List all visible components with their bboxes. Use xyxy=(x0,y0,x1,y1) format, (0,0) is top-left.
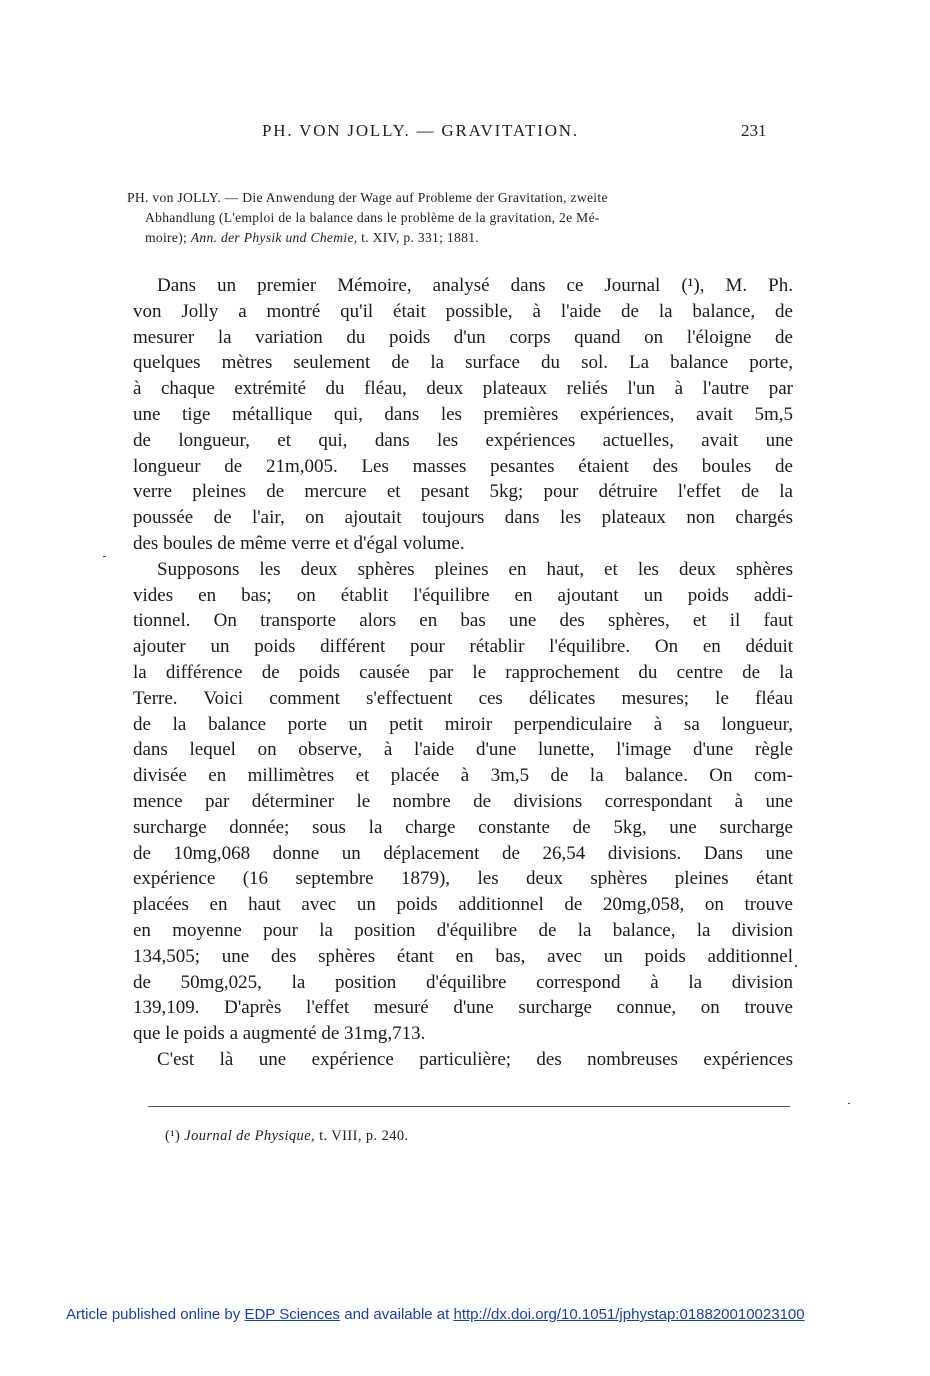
text-line: la différence de poids causée par le rapprochement du centre de la xyxy=(133,661,793,683)
text-line: verre pleines de mercure et pesant 5kg; pour détruire l'effet de la xyxy=(133,481,793,503)
journal-name: Ann. der Physik und Chemie, xyxy=(190,230,358,245)
text-line: de 10mg,068 donne un déplacement de 26,54 divisions. Dans une xyxy=(133,842,793,864)
text-line: C'est là une expérience particulière; des nombreuses expériences xyxy=(157,1048,793,1070)
publisher-prefix: Article published online by xyxy=(66,1306,245,1323)
text-line: des boules de même verre et d'égal volume. xyxy=(133,532,465,554)
edp-sciences-link[interactable]: EDP Sciences xyxy=(244,1306,341,1323)
bibliographic-citation xyxy=(127,188,787,248)
text-line: mesurer la variation du poids d'un corps quand on l'éloigne de xyxy=(133,326,793,348)
text-line: Dans un premier Mémoire, analysé dans ce Journal (¹), M. Ph. xyxy=(157,275,793,296)
scan-speck xyxy=(795,965,797,967)
article-body xyxy=(133,273,793,1073)
text-line: von Jolly a montré qu'il était possible, à l'aide de la balance, de xyxy=(133,300,793,322)
text-line: expérience (16 septembre 1879), les deux sphères pleines étant xyxy=(133,868,793,890)
text-line: quelques mètres seulement de la surface du sol. La balance porte, xyxy=(133,352,793,374)
footnote-divider xyxy=(148,1106,790,1107)
text-line: poussée de l'air, on ajoutait toujours dans les plateaux non chargés xyxy=(133,507,793,529)
text-line: dans lequel on observe, à l'aide d'une lunette, l'image d'une règle xyxy=(133,739,793,761)
text-line: placées en haut avec un poids additionnel de 20mg,058, on trouve xyxy=(133,894,793,916)
text-line: 134,505; une des sphères étant en bas, avec un poids additionnel xyxy=(133,945,793,967)
text-line: de 50mg,025, la position d'équilibre correspond à la division xyxy=(133,971,793,993)
text-line: de longueur, et qui, dans les expériences actuelles, avait une xyxy=(133,429,793,451)
footnote xyxy=(165,1128,409,1145)
running-head: PH. VON JOLLY. — GRAVITATION. xyxy=(262,121,579,140)
citation-line xyxy=(127,228,787,248)
page-number: 231 xyxy=(741,121,767,140)
text-line: vides en bas; on établit l'équilibre en ajoutant un poids addi- xyxy=(133,584,793,606)
text-line: Terre. Voici comment s'effectuent ces délicates mesures; le fléau xyxy=(133,687,793,709)
text-line: 139,109. D'après l'effet mesuré d'une surcharge connue, on trouve xyxy=(133,997,793,1019)
text-line: mence par déterminer le nombre de divisions correspondant à une xyxy=(133,790,793,812)
text-line: ajouter un poids différent pour rétablir l'équilibre. On en déduit xyxy=(133,636,793,658)
citation-line: Abhandlung (L'emploi de la balance dans le problème de la gravitation, 2e Mé- xyxy=(145,210,600,225)
text-line: une tige métallique qui, dans les premières expériences, avait 5m,5 xyxy=(133,403,793,425)
footnote-marker: (¹) xyxy=(165,1128,185,1144)
text-line: en moyenne pour la position d'équilibre de la balance, la division xyxy=(133,919,793,941)
text-line: longueur de 21m,005. Les masses pesantes étaient des boules de xyxy=(133,455,793,477)
doi-link[interactable]: http://dx.doi.org/10.1051/jphystap:018820010023100 xyxy=(453,1306,805,1323)
text-line: à chaque extrémité du fléau, deux plateaux reliés l'un à l'autre par xyxy=(133,378,793,400)
text-line: tionnel. On transporte alors en bas une des sphères, et il faut xyxy=(133,610,793,632)
footnote-journal: Journal de Physique, xyxy=(184,1128,316,1144)
citation-text: moire); xyxy=(145,230,191,245)
footnote-reference: t. VIII, p. 240. xyxy=(315,1128,409,1144)
scan-speck xyxy=(848,1103,850,1104)
page-header xyxy=(0,121,930,145)
text-line: de la balance porte un petit miroir perpendiculaire à sa longueur, xyxy=(133,713,793,735)
text-line: Supposons les deux sphères pleines en haut, et les deux sphères xyxy=(157,558,793,580)
text-line: que le poids a augmenté de 31mg,713. xyxy=(133,1023,426,1045)
scan-speck xyxy=(103,556,106,557)
citation-text: t. XIV, p. 331; 1881. xyxy=(357,230,480,245)
publisher-notice xyxy=(66,1306,805,1323)
citation-line: PH. von JOLLY. — Die Anwendung der Wage auf Probleme der Gravitation, zweite xyxy=(127,190,608,205)
text-line: divisée en millimètres et placée à 3m,5 de la balance. On com- xyxy=(133,765,793,787)
text-line: surcharge donnée; sous la charge constante de 5kg, une surcharge xyxy=(133,816,793,838)
publisher-middle: and available at xyxy=(340,1306,454,1323)
